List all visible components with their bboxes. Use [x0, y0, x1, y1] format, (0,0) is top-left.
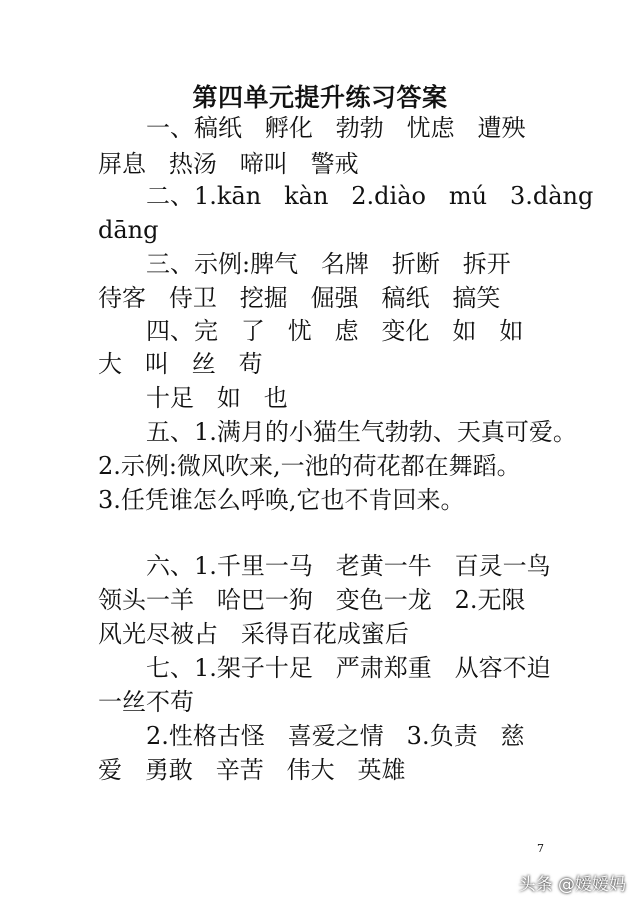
answer-line: 二、1.kān kàn 2.diào mú 3.dàng: [146, 182, 594, 210]
answer-line: 七、1.架子十足 严肃郑重 从容不迫: [146, 654, 551, 682]
answer-line: 六、1.千里一马 老黄一牛 百灵一鸟: [146, 552, 551, 580]
answer-line: 三、示例:脾气 名牌 折断 拆开: [146, 250, 511, 278]
answer-line: 待客 侍卫 挖掘 倔强 稿纸 搞笑: [98, 284, 501, 312]
answer-line: 屏息 热汤 啼叫 警戒: [98, 150, 359, 178]
answer-line: 四、完 了 忧 虑 变化 如 如: [146, 317, 524, 345]
answer-line: 一、稿纸 孵化 勃勃 忧虑 遭殃: [146, 114, 526, 142]
answer-line: 领头一羊 哈巴一狗 变色一龙 2.无限: [98, 586, 526, 614]
answer-line: 五、1.满月的小猫生气勃勃、天真可爱。: [146, 418, 577, 446]
answer-line: 十足 如 也: [146, 384, 288, 412]
answer-line: 一丝不苟: [98, 688, 194, 716]
page-title: 第四单元提升练习答案: [192, 83, 448, 112]
answer-line: dāng: [98, 216, 159, 244]
answer-line: 3.任凭谁怎么呼唤,它也不肯回来。: [98, 486, 465, 514]
answer-line: 风光尽被占 采得百花成蜜后: [98, 620, 409, 648]
answer-line: 大 叫 丝 苟: [98, 350, 263, 378]
watermark: 头条 @嫒嫒妈: [518, 875, 626, 895]
answer-line: 2.示例:微风吹来,一池的荷花都在舞蹈。: [98, 452, 521, 480]
answer-line: 爱 勇敢 辛苦 伟大 英雄: [98, 756, 406, 784]
page-number: 7: [537, 842, 544, 855]
answer-line: 2.性格古怪 喜爱之情 3.负责 慈: [146, 722, 525, 750]
